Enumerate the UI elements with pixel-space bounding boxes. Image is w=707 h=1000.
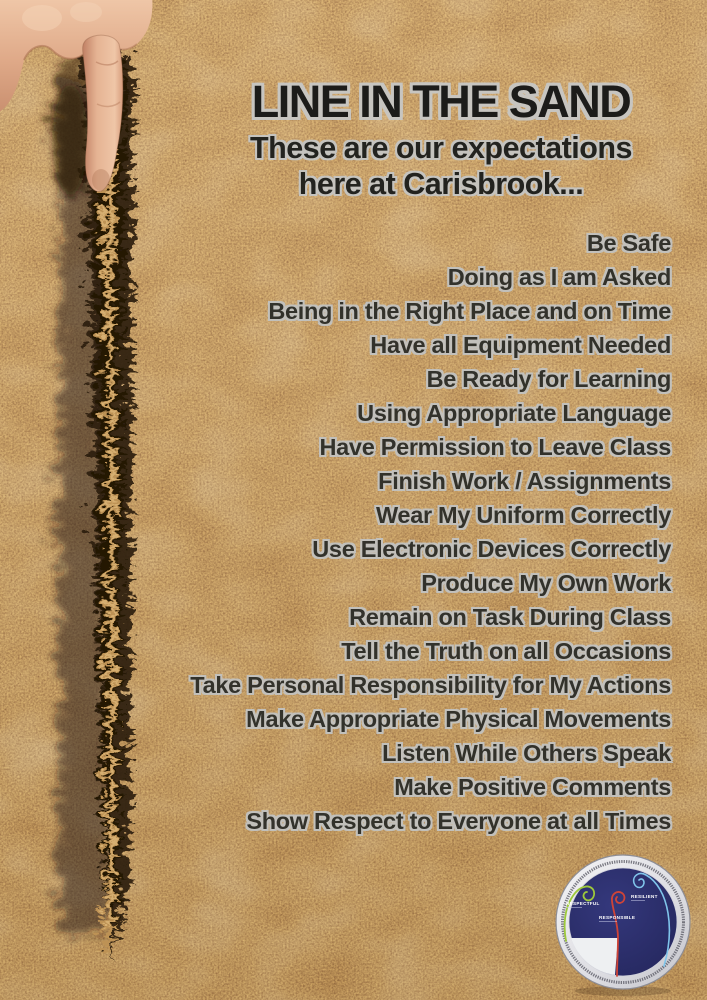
expectation-item: Be Safe — [586, 230, 671, 256]
logo-label-respectful: RESPECTFUL — [566, 901, 600, 906]
expectation-item: Listen While Others Speak — [382, 740, 671, 766]
subtitle-line-1: These are our expectations — [250, 131, 632, 165]
school-logo-badge — [551, 851, 697, 997]
expectation-item: Have Permission to Leave Class — [319, 434, 671, 460]
expectation-item: Using Appropriate Language — [357, 400, 671, 426]
poster-title: LINE IN THE SAND — [251, 76, 631, 127]
poster-subtitle — [175, 130, 707, 202]
expectation-item: Be Ready for Learning — [426, 366, 671, 392]
expectation-item: Being in the Right Place and on Time — [268, 298, 671, 324]
logo-label-responsible: RESPONSIBLE — [599, 915, 636, 920]
expectation-item: Tell the Truth on all Occasions — [341, 638, 671, 664]
expectation-item: Use Electronic Devices Correctly — [312, 536, 671, 562]
expectation-item: Make Appropriate Physical Movements — [246, 706, 671, 732]
logo-label-resilient: RESILIENT — [631, 894, 658, 899]
expectation-item: Show Respect to Everyone at all Times — [246, 808, 671, 834]
subtitle-line-2: here at Carisbrook... — [298, 167, 584, 201]
expectation-item: Remain on Task During Class — [349, 604, 671, 630]
expectation-item: Take Personal Responsibility for My Actions — [190, 672, 671, 698]
expectation-item: Have all Equipment Needed — [370, 332, 671, 358]
expectation-item: Finish Work / Assignments — [378, 468, 671, 494]
expectation-item: Wear My Uniform Correctly — [375, 502, 671, 528]
expectation-item: Make Positive Comments — [394, 774, 671, 800]
expectations-list — [0, 226, 671, 838]
expectation-item: Doing as I am Asked — [447, 264, 671, 290]
expectation-item: Produce My Own Work — [421, 570, 671, 596]
